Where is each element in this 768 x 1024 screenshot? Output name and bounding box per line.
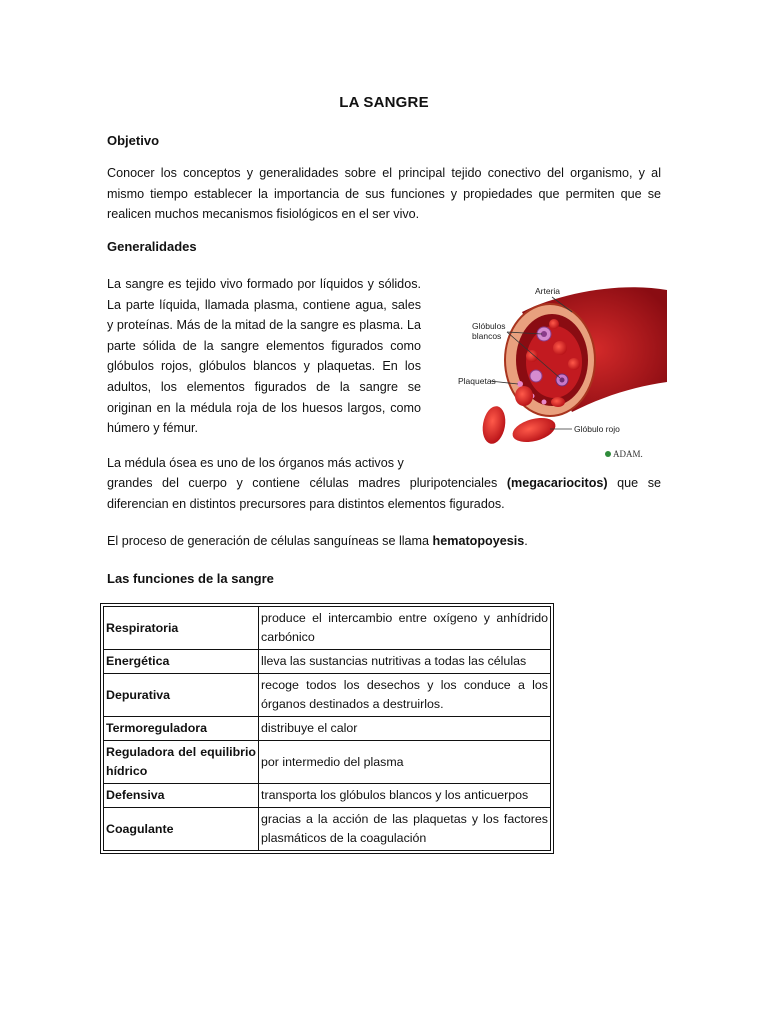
objetivo-heading: Objetivo (107, 133, 160, 148)
function-desc-cell: por intermedio del plasma (259, 741, 551, 784)
red-cell (510, 414, 558, 447)
function-desc-cell: transporta los glóbulos blancos y los anticuerpos (259, 784, 551, 808)
generalidades-heading: Generalidades (107, 239, 197, 254)
function-desc-cell: distribuye el calor (259, 717, 551, 741)
adam-logo: ADAM. (613, 449, 643, 459)
function-desc-cell: produce el intercambio entre oxígeno y anhídrido carbónico (259, 607, 551, 650)
red-cell (551, 397, 565, 407)
function-desc-cell: recoge todos los desechos y los conduce a los órganos destinados a destruirlos. (259, 674, 551, 717)
red-cell (515, 386, 533, 406)
medula-text-a: grandes del cuerpo y contiene células madres pluripotenciales (107, 476, 507, 490)
objetivo-paragraph: Conocer los conceptos y generalidades sobre el principal tejido conectivo del organismo, y al mismo tiempo establecer la importancia de sus funciones y propiedades que permiten que se realicen muchos mecanismos fisiológicos en el ser vivo. (107, 166, 661, 222)
medula-paragraph (107, 473, 661, 514)
hematopoyesis-term: hematopoyesis (432, 534, 525, 548)
function-name-cell: Reguladora del equilibrio hídrico (104, 741, 259, 784)
table-row (104, 650, 551, 674)
table-row (104, 808, 551, 851)
funciones-table-body (104, 607, 551, 851)
generalidades-paragraph-1: La sangre es tejido vivo formado por líquidos y sólidos. La parte líquida, llamada plasma, contiene agua, sales y proteínas. Más de la mitad de la sangre es plasma. La parte sólida de la sangre elementos figurados como glóbulos rojos, glóbulos blancos y plaquetas. En los adultos, los elementos figurados de la sangre se originan en la médula roja de los huesos largos, como húmero y fémur. (107, 277, 421, 436)
megacariocitos-term: (megacariocitos) (506, 476, 608, 490)
function-name-cell: Defensiva (104, 784, 259, 808)
inner-red-cell (526, 350, 538, 362)
medula-line-1: La médula ósea es uno de los órganos más activos y (107, 456, 404, 470)
function-name-cell: Respiratoria (104, 607, 259, 650)
table-row (104, 741, 551, 784)
table-row (104, 717, 551, 741)
function-name-cell: Energética (104, 650, 259, 674)
inner-red-cell (568, 358, 580, 370)
platelet (542, 400, 547, 405)
white-cell (530, 370, 542, 382)
function-name-cell: Termoreguladora (104, 717, 259, 741)
blood-vessel-svg (458, 272, 672, 472)
function-name-cell: Depurativa (104, 674, 259, 717)
label-arteria: Arteria (535, 286, 561, 296)
function-desc-cell: gracias a la acción de las plaquetas y los factores plasmáticos de la coagulación (259, 808, 551, 851)
hematopoyesis-text-b: . (524, 534, 528, 548)
adam-logo-mark (605, 451, 611, 457)
function-desc-cell: lleva las sustancias nutritivas a todas las células (259, 650, 551, 674)
medula-text-b: que se diferencian en distintos precursores para distintos elementos figurados. (107, 476, 661, 511)
label-plaquetas: Plaquetas (458, 376, 496, 386)
red-cell (480, 404, 508, 445)
label-globulo-rojo: Glóbulo rojo (574, 424, 620, 434)
label-globulos-2: blancos (472, 331, 502, 341)
hematopoyesis-paragraph (107, 531, 661, 552)
hematopoyesis-text-a: El proceso de generación de células sanguíneas se llama (107, 534, 433, 548)
funciones-heading: Las funciones de la sangre (107, 571, 274, 586)
table-row (104, 607, 551, 650)
inner-red-cell (553, 341, 567, 355)
funciones-table (103, 606, 551, 851)
function-name-cell: Coagulante (104, 808, 259, 851)
blood-vessel-illustration (458, 272, 672, 472)
table-row (104, 784, 551, 808)
label-globulos-1: Glóbulos (472, 321, 506, 331)
page-title: LA SANGRE (339, 94, 429, 111)
table-row (104, 674, 551, 717)
